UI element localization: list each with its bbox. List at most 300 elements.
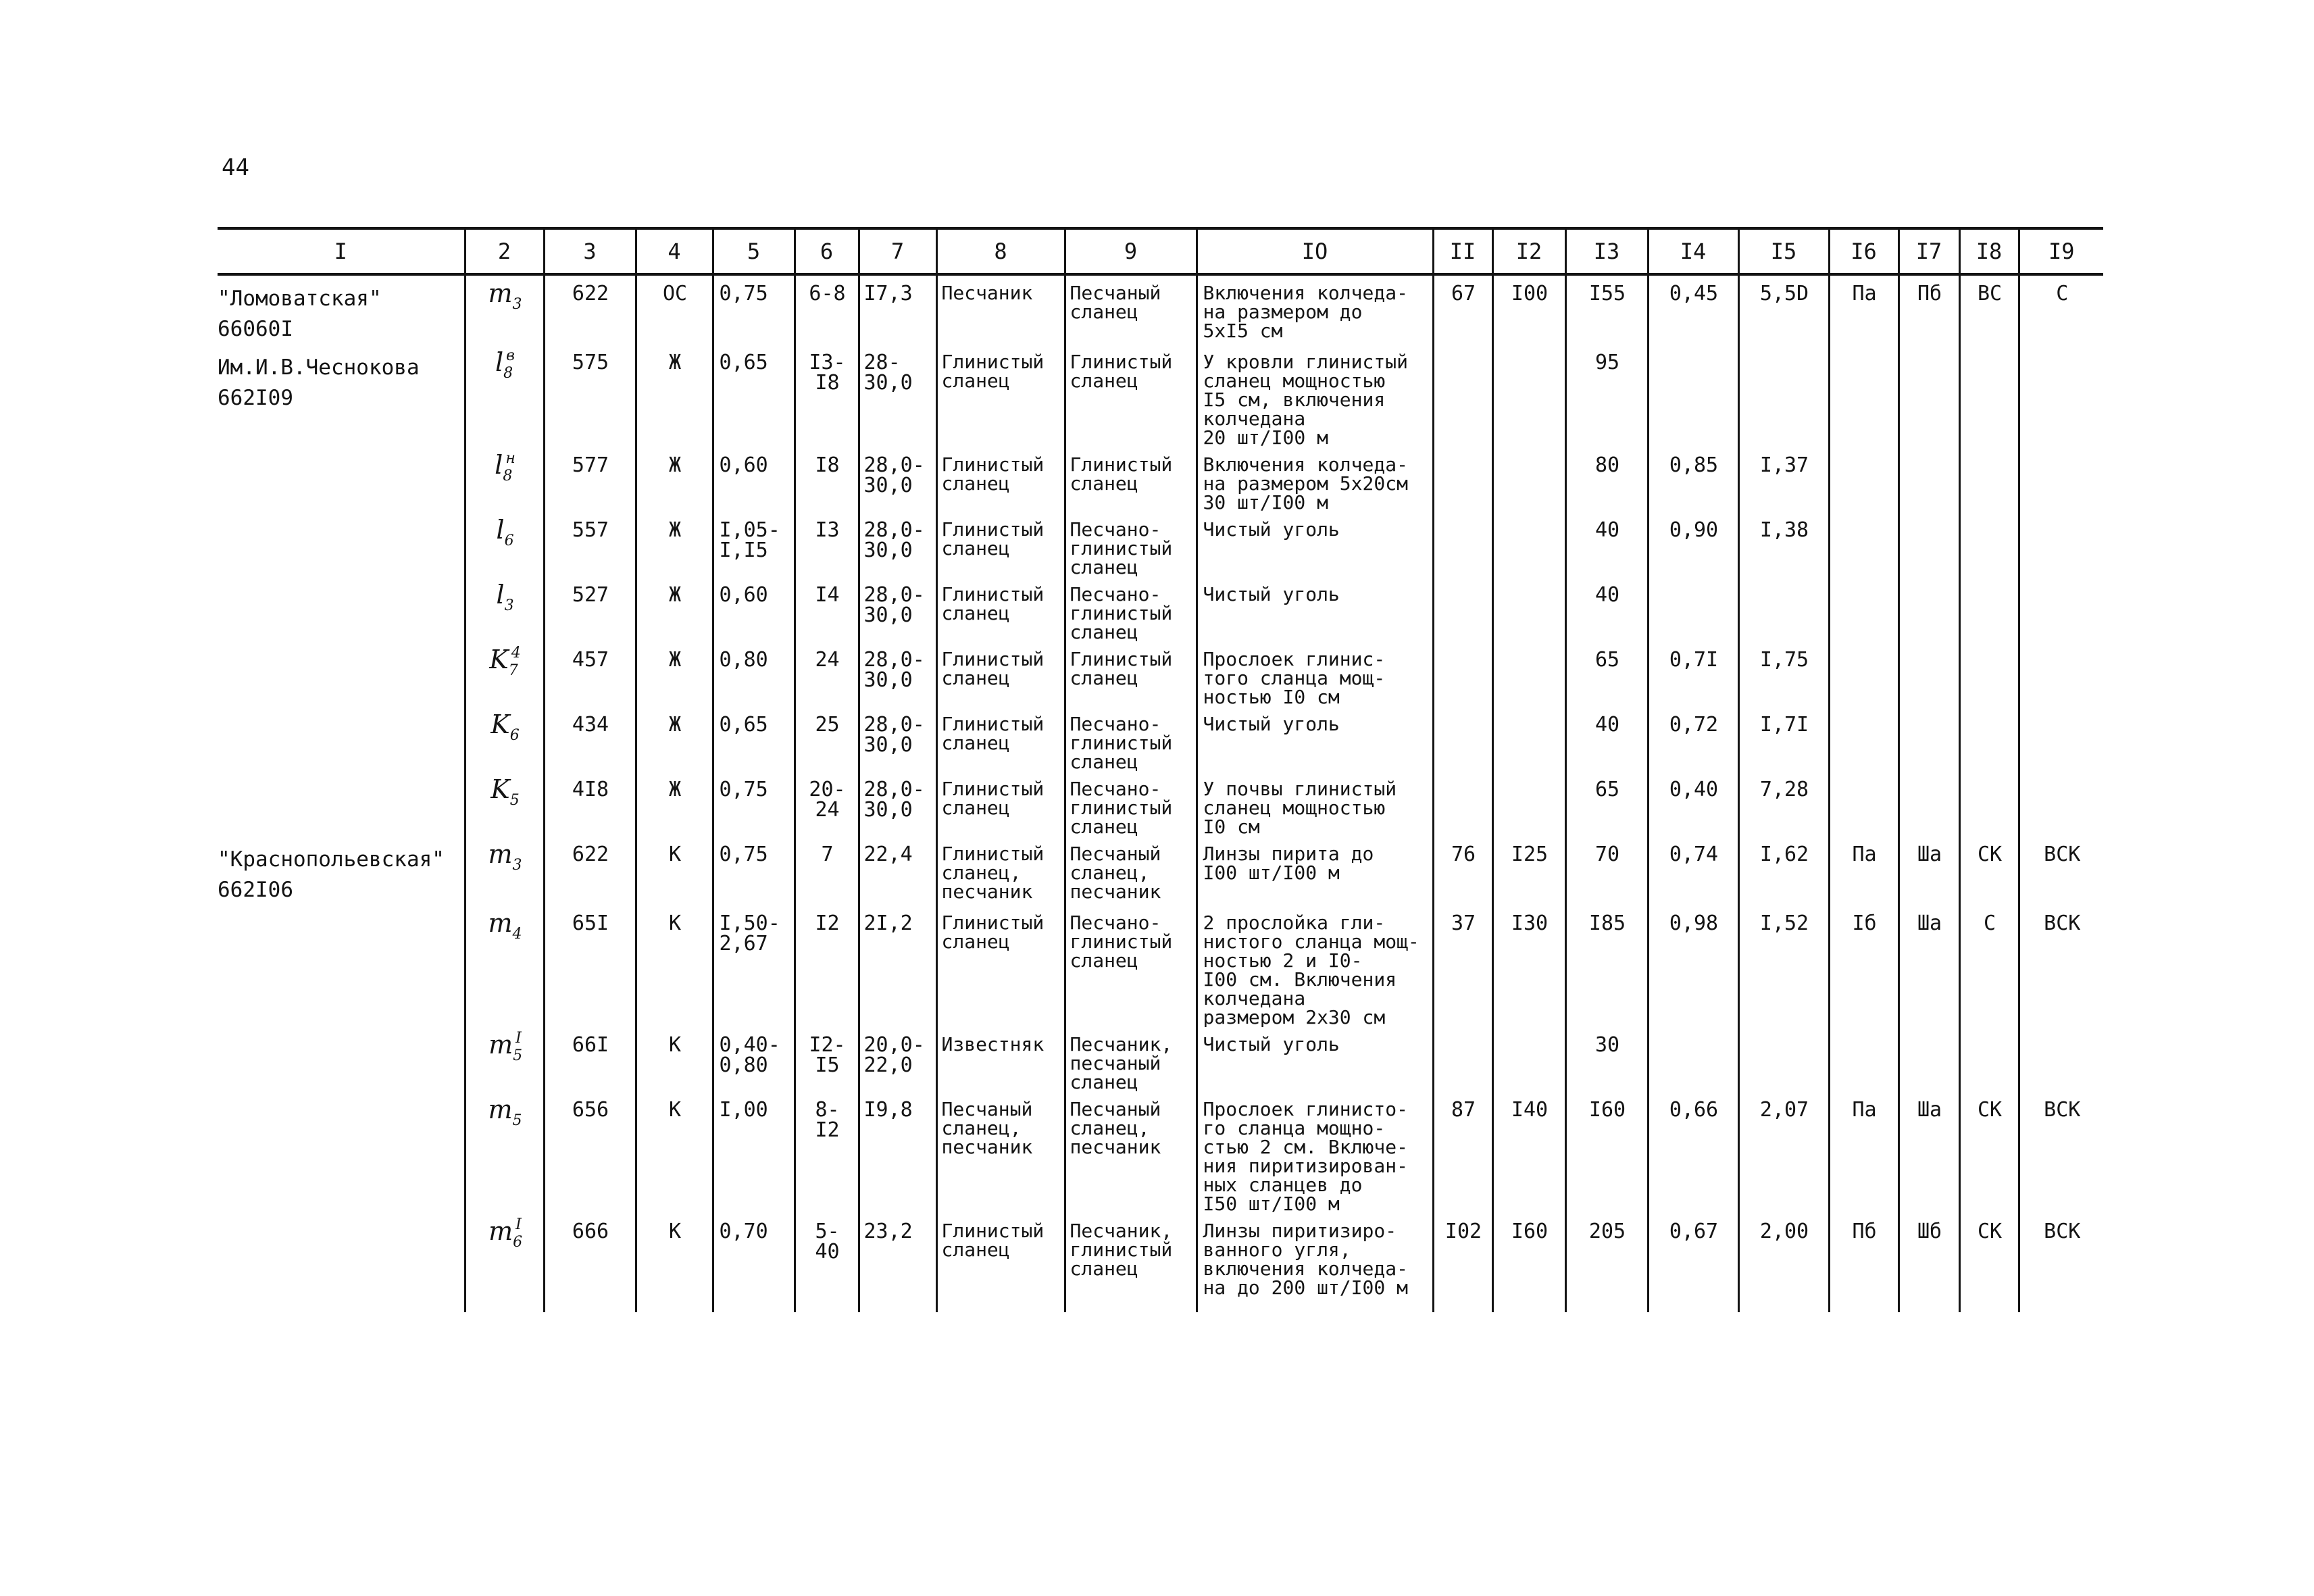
notes-cell: Прослоек глинис- того сланца мощ- ностью I0 см: [1197, 642, 1433, 707]
value-14-cell: [1648, 577, 1738, 642]
ash-content-cell: 28,0- 30,0: [859, 512, 936, 577]
floor-rock-cell: Глинистый сланец: [1065, 447, 1197, 512]
column-header: 9: [1065, 228, 1197, 274]
grade-cell: К: [636, 1027, 713, 1092]
value-11-cell: [1433, 512, 1492, 577]
seam-letter: m: [488, 1029, 513, 1059]
value-11-cell: [1433, 772, 1492, 837]
seam-index-cell: [465, 837, 544, 905]
seam-subscript: 3: [512, 296, 522, 313]
value-12-cell: [1492, 772, 1565, 837]
floor-rock-cell: Песчаник, песчаный сланец: [1065, 1027, 1197, 1092]
roof-rock-cell: Песчаный сланец, песчаник: [936, 1092, 1065, 1214]
value-14-cell: [1648, 345, 1738, 447]
dip-angle-cell: 8- I2: [795, 1092, 859, 1214]
mine-name-cell: [218, 642, 465, 707]
coal-seam-table: [218, 227, 2103, 1312]
table-row: [218, 707, 2103, 772]
category-18-cell: СК: [1959, 837, 2019, 905]
value-13-cell: 95: [1565, 345, 1648, 447]
value-15-cell: 2,07: [1738, 1092, 1829, 1214]
value-12-cell: [1492, 512, 1565, 577]
table-row: [218, 274, 2103, 345]
seam-index-cell: [465, 772, 544, 837]
grade-cell: Ж: [636, 772, 713, 837]
grade-cell: Ж: [636, 447, 713, 512]
value-11-cell: [1433, 345, 1492, 447]
notes-cell: Включения колчеда- на размером 5х20см 30 шт/I00 м: [1197, 447, 1433, 512]
notes-cell: Прослоек глинисто- го сланца мощно- стью 2 см. Включе- ния пиритизирован- ных сланцев до I50 шт/I00 м: [1197, 1092, 1433, 1214]
floor-rock-cell: Песчано- глинистый сланец: [1065, 707, 1197, 772]
notes-cell: 2 прослойка гли- нистого сланца мощ- ностью 2 и I0- I00 см. Включения колчедана размером 2х30 см: [1197, 905, 1433, 1027]
seam-superscript: н: [505, 449, 515, 467]
category-17-cell: [1898, 345, 1959, 447]
category-18-cell: С: [1959, 905, 2019, 1027]
category-17-cell: Шб: [1898, 1214, 1959, 1312]
seam-index-cell: [465, 274, 544, 345]
category-18-cell: [1959, 345, 2019, 447]
roof-rock-cell: Глинистый сланец: [936, 905, 1065, 1027]
value-15-cell: 7,28: [1738, 772, 1829, 837]
depth-cell: 457: [544, 642, 636, 707]
column-header: 3: [544, 228, 636, 274]
category-19-cell: С: [2019, 274, 2103, 345]
table-row: [218, 1092, 2103, 1214]
category-18-cell: ВС: [1959, 274, 2019, 345]
floor-rock-cell: Песчано- глинистый сланец: [1065, 577, 1197, 642]
mine-name-cell: [218, 905, 465, 1027]
column-header: 6: [795, 228, 859, 274]
notes-cell: У кровли глинистый сланец мощностью I5 см, включения колчедана 20 шт/I00 м: [1197, 345, 1433, 447]
category-19-cell: [2019, 707, 2103, 772]
column-header: I: [218, 228, 465, 274]
thickness-cell: 0,60: [713, 447, 795, 512]
mine-name-cell: [218, 1092, 465, 1214]
category-17-cell: Пб: [1898, 274, 1959, 345]
floor-rock-cell: Песчано- глинистый сланец: [1065, 512, 1197, 577]
column-header: II: [1433, 228, 1492, 274]
thickness-cell: 0,70: [713, 1214, 795, 1312]
ash-content-cell: 23,2: [859, 1214, 936, 1312]
thickness-cell: 0,40- 0,80: [713, 1027, 795, 1092]
seam-subscript: 6: [509, 726, 520, 744]
category-16-cell: Па: [1829, 837, 1898, 905]
seam-letter: m: [488, 1094, 513, 1124]
value-12-cell: I00: [1492, 274, 1565, 345]
depth-cell: 4I8: [544, 772, 636, 837]
ash-content-cell: I9,8: [859, 1092, 936, 1214]
category-19-cell: ВСК: [2019, 1092, 2103, 1214]
category-16-cell: Пб: [1829, 1214, 1898, 1312]
category-16-cell: Па: [1829, 1092, 1898, 1214]
seam-index-cell: [465, 905, 544, 1027]
depth-cell: 577: [544, 447, 636, 512]
ash-content-cell: 2I,2: [859, 905, 936, 1027]
value-13-cell: 205: [1565, 1214, 1648, 1312]
dip-angle-cell: I3- I8: [795, 345, 859, 447]
roof-rock-cell: Глинистый сланец: [936, 447, 1065, 512]
seam-letter: K: [491, 774, 510, 804]
column-header: I7: [1898, 228, 1959, 274]
seam-letter: K: [491, 709, 510, 739]
roof-rock-cell: Известняк: [936, 1027, 1065, 1092]
seam-index-cell: [465, 1214, 544, 1312]
mine-name-cell: [218, 772, 465, 837]
seam-superscript: 4: [511, 644, 521, 662]
depth-cell: 666: [544, 1214, 636, 1312]
thickness-cell: 0,80: [713, 642, 795, 707]
roof-rock-cell: Глинистый сланец: [936, 577, 1065, 642]
category-18-cell: [1959, 772, 2019, 837]
value-15-cell: [1738, 1027, 1829, 1092]
value-15-cell: I,7I: [1738, 707, 1829, 772]
table-row: [218, 447, 2103, 512]
value-12-cell: I40: [1492, 1092, 1565, 1214]
notes-cell: Чистый уголь: [1197, 1027, 1433, 1092]
value-13-cell: I85: [1565, 905, 1648, 1027]
value-13-cell: 30: [1565, 1027, 1648, 1092]
roof-rock-cell: Глинистый сланец: [936, 512, 1065, 577]
value-15-cell: [1738, 577, 1829, 642]
category-19-cell: [2019, 1027, 2103, 1092]
page-number: 44: [222, 154, 249, 181]
ash-content-cell: 28,0- 30,0: [859, 707, 936, 772]
seam-subscript: 3: [512, 856, 522, 874]
ash-content-cell: 22,4: [859, 837, 936, 905]
value-13-cell: 80: [1565, 447, 1648, 512]
dip-angle-cell: I3: [795, 512, 859, 577]
table-row: [218, 642, 2103, 707]
roof-rock-cell: Глинистый сланец: [936, 642, 1065, 707]
value-12-cell: I60: [1492, 1214, 1565, 1312]
value-12-cell: [1492, 447, 1565, 512]
category-17-cell: Ша: [1898, 905, 1959, 1027]
seam-index-cell: [465, 577, 544, 642]
category-16-cell: [1829, 772, 1898, 837]
ash-content-cell: I7,3: [859, 274, 936, 345]
dip-angle-cell: 24: [795, 642, 859, 707]
value-15-cell: I,38: [1738, 512, 1829, 577]
mine-name-cell: [218, 577, 465, 642]
category-16-cell: [1829, 345, 1898, 447]
floor-rock-cell: Песчаный сланец: [1065, 274, 1197, 345]
value-13-cell: 40: [1565, 577, 1648, 642]
table-row: [218, 905, 2103, 1027]
mine-name-cell: [218, 512, 465, 577]
category-19-cell: [2019, 577, 2103, 642]
grade-cell: Ж: [636, 345, 713, 447]
value-14-cell: 0,90: [1648, 512, 1738, 577]
table-row: [218, 837, 2103, 905]
value-14-cell: 0,85: [1648, 447, 1738, 512]
column-header: 2: [465, 228, 544, 274]
seam-subscript: 6: [504, 532, 514, 549]
category-18-cell: [1959, 642, 2019, 707]
depth-cell: 557: [544, 512, 636, 577]
seam-index-cell: [465, 707, 544, 772]
value-12-cell: I25: [1492, 837, 1565, 905]
column-header: I9: [2019, 228, 2103, 274]
seam-superscript: в: [506, 347, 515, 364]
dip-angle-cell: 5- 40: [795, 1214, 859, 1312]
value-14-cell: 0,66: [1648, 1092, 1738, 1214]
grade-cell: К: [636, 1214, 713, 1312]
floor-rock-cell: Песчано- глинистый сланец: [1065, 905, 1197, 1027]
dip-angle-cell: I2- I5: [795, 1027, 859, 1092]
seam-index-cell: [465, 447, 544, 512]
category-16-cell: [1829, 1027, 1898, 1092]
notes-cell: Чистый уголь: [1197, 577, 1433, 642]
category-18-cell: СК: [1959, 1214, 2019, 1312]
seam-index-cell: [465, 1027, 544, 1092]
grade-cell: К: [636, 1092, 713, 1214]
value-14-cell: 0,40: [1648, 772, 1738, 837]
dip-angle-cell: 25: [795, 707, 859, 772]
value-15-cell: 5,5D: [1738, 274, 1829, 345]
value-11-cell: [1433, 707, 1492, 772]
value-14-cell: 0,74: [1648, 837, 1738, 905]
value-15-cell: [1738, 345, 1829, 447]
seam-subscript: 5: [512, 1112, 522, 1129]
column-header: 4: [636, 228, 713, 274]
value-14-cell: 0,98: [1648, 905, 1738, 1027]
grade-cell: К: [636, 837, 713, 905]
table-row: [218, 1214, 2103, 1312]
mine-name-cell: [218, 707, 465, 772]
value-14-cell: [1648, 1027, 1738, 1092]
dip-angle-cell: I8: [795, 447, 859, 512]
value-11-cell: [1433, 642, 1492, 707]
grade-cell: Ж: [636, 512, 713, 577]
roof-rock-cell: Глинистый сланец, песчаник: [936, 837, 1065, 905]
ash-content-cell: 28,0- 30,0: [859, 642, 936, 707]
notes-cell: Включения колчеда- на размером до 5хI5 см: [1197, 274, 1433, 345]
value-15-cell: I,52: [1738, 905, 1829, 1027]
column-number-header-row: [218, 228, 2103, 274]
column-header: I6: [1829, 228, 1898, 274]
seam-subscript: 7: [508, 662, 518, 679]
category-16-cell: [1829, 512, 1898, 577]
category-17-cell: Ша: [1898, 837, 1959, 905]
roof-rock-cell: Глинистый сланец: [936, 772, 1065, 837]
seam-letter: m: [488, 1216, 513, 1246]
roof-rock-cell: Глинистый сланец: [936, 707, 1065, 772]
dip-angle-cell: I4: [795, 577, 859, 642]
thickness-cell: 0,75: [713, 274, 795, 345]
value-14-cell: 0,72: [1648, 707, 1738, 772]
category-16-cell: [1829, 577, 1898, 642]
depth-cell: 527: [544, 577, 636, 642]
seam-letter: l: [495, 449, 503, 480]
category-17-cell: [1898, 642, 1959, 707]
notes-cell: У почвы глинистый сланец мощностью I0 см: [1197, 772, 1433, 837]
value-15-cell: I,75: [1738, 642, 1829, 707]
floor-rock-cell: Глинистый сланец: [1065, 345, 1197, 447]
mine-name-cell: "Ломоватская" 66060I: [218, 286, 382, 341]
column-header: I8: [1959, 228, 2019, 274]
depth-cell: 656: [544, 1092, 636, 1214]
category-18-cell: [1959, 512, 2019, 577]
ash-content-cell: 28,0- 30,0: [859, 447, 936, 512]
seam-index-cell: [465, 345, 544, 447]
roof-rock-cell: Глинистый сланец: [936, 1214, 1065, 1312]
value-13-cell: 70: [1565, 837, 1648, 905]
value-11-cell: [1433, 1027, 1492, 1092]
column-header: I3: [1565, 228, 1648, 274]
notes-cell: Чистый уголь: [1197, 512, 1433, 577]
seam-index-cell: [465, 642, 544, 707]
depth-cell: 575: [544, 345, 636, 447]
value-12-cell: [1492, 577, 1565, 642]
value-12-cell: [1492, 642, 1565, 707]
depth-cell: 434: [544, 707, 636, 772]
seam-superscript: I: [515, 1216, 522, 1233]
category-16-cell: [1829, 707, 1898, 772]
seam-subscript: 5: [509, 791, 520, 809]
value-11-cell: 87: [1433, 1092, 1492, 1214]
thickness-cell: 0,75: [713, 772, 795, 837]
seam-letter: l: [496, 579, 505, 609]
seam-letter: m: [488, 839, 513, 869]
category-16-cell: Па: [1829, 274, 1898, 345]
mine-name-cell: [218, 447, 465, 512]
category-18-cell: СК: [1959, 1092, 2019, 1214]
value-12-cell: I30: [1492, 905, 1565, 1027]
mine-name-cell: Им.И.В.Чеснокова 662I09: [218, 355, 420, 410]
value-13-cell: 40: [1565, 512, 1648, 577]
category-18-cell: [1959, 447, 2019, 512]
value-14-cell: 0,7I: [1648, 642, 1738, 707]
value-12-cell: [1492, 1027, 1565, 1092]
dip-angle-cell: I2: [795, 905, 859, 1027]
category-19-cell: [2019, 345, 2103, 447]
category-17-cell: [1898, 447, 1959, 512]
grade-cell: Ж: [636, 642, 713, 707]
depth-cell: 622: [544, 837, 636, 905]
ash-content-cell: 28- 30,0: [859, 345, 936, 447]
value-11-cell: [1433, 577, 1492, 642]
seam-subscript: 6: [513, 1233, 523, 1251]
seam-subscript: 8: [503, 467, 513, 484]
thickness-cell: I,05- I,I5: [713, 512, 795, 577]
category-17-cell: [1898, 1027, 1959, 1092]
ash-content-cell: 28,0- 30,0: [859, 577, 936, 642]
ash-content-cell: 20,0- 22,0: [859, 1027, 936, 1092]
value-14-cell: 0,45: [1648, 274, 1738, 345]
value-13-cell: 40: [1565, 707, 1648, 772]
depth-cell: 65I: [544, 905, 636, 1027]
seam-subscript: 8: [503, 364, 513, 382]
value-15-cell: 2,00: [1738, 1214, 1829, 1312]
grade-cell: Ж: [636, 707, 713, 772]
ash-content-cell: 28,0- 30,0: [859, 772, 936, 837]
seam-superscript: I: [515, 1029, 522, 1047]
floor-rock-cell: Песчаный сланец, песчаник: [1065, 1092, 1197, 1214]
value-11-cell: 76: [1433, 837, 1492, 905]
category-17-cell: Ша: [1898, 1092, 1959, 1214]
category-17-cell: [1898, 577, 1959, 642]
grade-cell: К: [636, 905, 713, 1027]
category-17-cell: [1898, 512, 1959, 577]
category-19-cell: [2019, 447, 2103, 512]
floor-rock-cell: Песчано- глинистый сланец: [1065, 772, 1197, 837]
value-12-cell: [1492, 707, 1565, 772]
notes-cell: Линзы пиритизиро- ванного угля, включения колчеда- на до 200 шт/I00 м: [1197, 1214, 1433, 1312]
depth-cell: 66I: [544, 1027, 636, 1092]
column-header: I2: [1492, 228, 1565, 274]
thickness-cell: I,00: [713, 1092, 795, 1214]
category-18-cell: [1959, 1027, 2019, 1092]
category-17-cell: [1898, 707, 1959, 772]
table-row: [218, 772, 2103, 837]
floor-rock-cell: Глинистый сланец: [1065, 642, 1197, 707]
thickness-cell: I,50- 2,67: [713, 905, 795, 1027]
roof-rock-cell: Глинистый сланец: [936, 345, 1065, 447]
seam-letter: l: [495, 347, 504, 377]
category-18-cell: [1959, 707, 2019, 772]
value-11-cell: [1433, 447, 1492, 512]
value-13-cell: I55: [1565, 274, 1648, 345]
value-13-cell: 65: [1565, 772, 1648, 837]
table-row: [218, 345, 2103, 447]
column-header: I5: [1738, 228, 1829, 274]
category-16-cell: [1829, 447, 1898, 512]
category-16-cell: Iб: [1829, 905, 1898, 1027]
seam-subscript: 4: [512, 925, 522, 943]
roof-rock-cell: Песчаник: [936, 274, 1065, 345]
notes-cell: Линзы пирита до I00 шт/I00 м: [1197, 837, 1433, 905]
seam-subscript: 5: [513, 1047, 523, 1064]
category-19-cell: ВСК: [2019, 905, 2103, 1027]
column-header: 8: [936, 228, 1065, 274]
thickness-cell: 0,65: [713, 345, 795, 447]
thickness-cell: 0,65: [713, 707, 795, 772]
value-11-cell: 67: [1433, 274, 1492, 345]
depth-cell: 622: [544, 274, 636, 345]
grade-cell: Ж: [636, 577, 713, 642]
category-17-cell: [1898, 772, 1959, 837]
thickness-cell: 0,60: [713, 577, 795, 642]
table-row: [218, 577, 2103, 642]
category-19-cell: [2019, 772, 2103, 837]
mine-name-cell: [218, 1214, 465, 1312]
table-row: [218, 512, 2103, 577]
column-header: 5: [713, 228, 795, 274]
category-18-cell: [1959, 577, 2019, 642]
seam-letter: m: [488, 907, 513, 938]
column-header: I4: [1648, 228, 1738, 274]
column-header: 7: [859, 228, 936, 274]
value-15-cell: I,37: [1738, 447, 1829, 512]
seam-letter: l: [496, 514, 505, 545]
category-19-cell: [2019, 512, 2103, 577]
dip-angle-cell: 6-8: [795, 274, 859, 345]
value-13-cell: 65: [1565, 642, 1648, 707]
dip-angle-cell: 7: [795, 837, 859, 905]
table-body: [218, 274, 2103, 1312]
seam-letter: K: [489, 644, 509, 674]
value-11-cell: I02: [1433, 1214, 1492, 1312]
dip-angle-cell: 20- 24: [795, 772, 859, 837]
floor-rock-cell: Песчаный сланец, песчаник: [1065, 837, 1197, 905]
value-11-cell: 37: [1433, 905, 1492, 1027]
grade-cell: ОС: [636, 274, 713, 345]
value-12-cell: [1492, 345, 1565, 447]
floor-rock-cell: Песчаник, глинистый сланец: [1065, 1214, 1197, 1312]
table-row: [218, 1027, 2103, 1092]
column-header: IO: [1197, 228, 1433, 274]
thickness-cell: 0,75: [713, 837, 795, 905]
